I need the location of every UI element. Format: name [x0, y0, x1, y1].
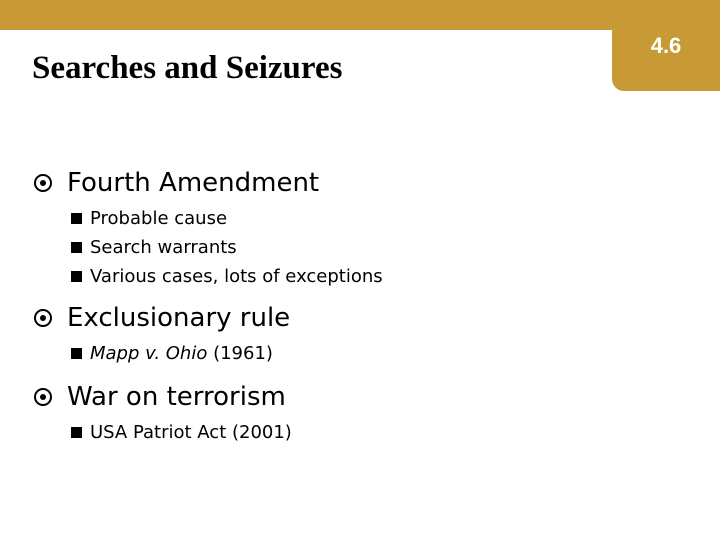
bullet-text: Fourth Amendment — [67, 168, 320, 198]
bullet-list — [34, 166, 694, 459]
circle-dot-bullet-icon — [34, 174, 52, 192]
bullet-text: War on terrorism — [67, 382, 286, 412]
sub-bullet-item — [71, 339, 694, 368]
sub-bullet-text — [90, 339, 273, 368]
circle-dot-bullet-icon — [34, 388, 52, 406]
square-bullet-icon — [71, 242, 82, 253]
slide-number: 4.6 — [650, 32, 682, 58]
slide-number-badge — [612, 0, 720, 91]
bullet-item — [34, 301, 694, 335]
sub-bullet-text: USA Patriot Act (2001) — [90, 422, 292, 443]
bullet-item — [34, 380, 694, 414]
square-bullet-icon — [71, 271, 82, 282]
bullet-group-war-on-terrorism — [34, 380, 694, 447]
sub-bullet-list — [34, 418, 694, 447]
circle-dot-bullet-icon — [34, 309, 52, 327]
square-bullet-icon — [71, 427, 82, 438]
bullet-item — [34, 166, 694, 200]
sub-bullet-text: Search warrants — [90, 237, 237, 258]
sub-bullet-text: Probable cause — [90, 208, 228, 229]
case-name: Mapp v. Ohio — [90, 343, 208, 364]
sub-bullet-list — [34, 339, 694, 368]
sub-bullet-list — [34, 204, 694, 291]
square-bullet-icon — [71, 348, 82, 359]
sub-bullet-item — [71, 262, 694, 291]
bullet-text: Exclusionary rule — [67, 303, 291, 333]
sub-bullet-item — [71, 204, 694, 233]
slide-title: Searches and Seizures — [32, 50, 343, 86]
case-year: (1961) — [207, 343, 273, 364]
square-bullet-icon — [71, 213, 82, 224]
sub-bullet-item — [71, 233, 694, 262]
sub-bullet-item — [71, 418, 694, 447]
bullet-group-exclusionary-rule — [34, 301, 694, 368]
sub-bullet-text: Various cases, lots of exceptions — [90, 266, 383, 287]
bullet-group-fourth-amendment — [34, 166, 694, 291]
